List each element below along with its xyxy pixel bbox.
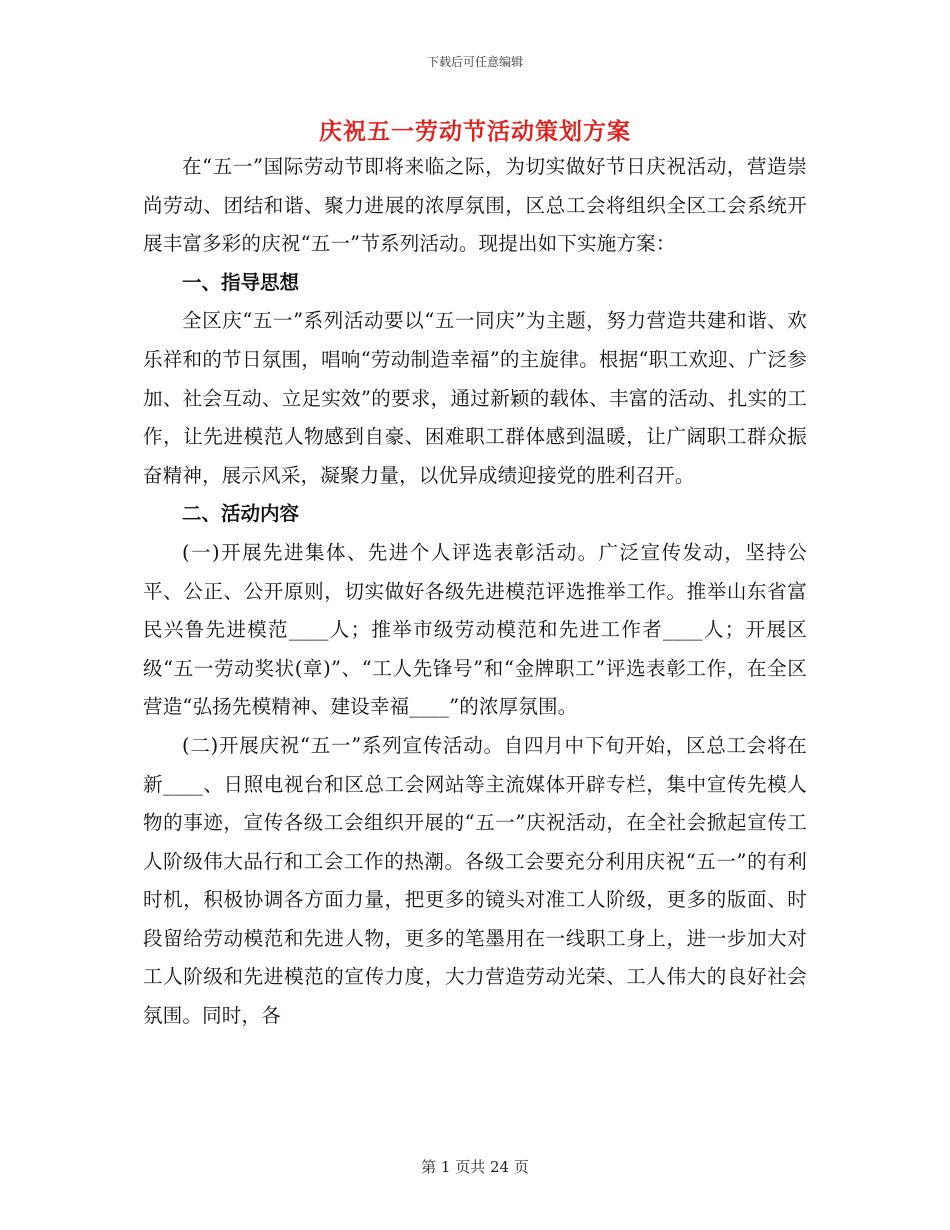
content-item-2: (二)开展庆祝“五一”系列宣传活动。自四月中下旬开始，区总工会将在新____、日照电视台和区总工会网站等主流媒体开辟专栏，集中宣传先模人物的事迹，宣传各级工会组织开展的“五一”庆祝活动，在全社会掀起宣传工人阶级伟大品行和工会工作的热潮。各级工会要充分利用庆祝“五一”的有利时机，积极协调各方面力量，把更多的镜头对准工人阶级，更多的版面、时段留给劳动模范和先进人物，更多的笔墨用在一线职工身上，进一步加大对工人阶级和先进模范的宣传力度，大力营造劳动光荣、工人伟大的良好社会氛围。同时，各 <box>143 733 807 1028</box>
guiding-paragraph: 全区庆“五一”系列活动要以“五一同庆”为主题，努力营造共建和谐、欢乐祥和的节日氛围，唱响“劳动制造幸福”的主旋律。根据“职工欢迎、广泛参加、社会互动、立足实效”的要求，通过新颖的载体、丰富的活动、扎实的工作，让先进模范人物感到自豪、困难职工群体感到温暖，让广阔职工群众振奋精神，展示风采，凝聚力量，以优异成绩迎接党的胜利召开。 <box>143 309 807 487</box>
section-heading-content: 二、活动内容 <box>182 502 300 526</box>
page-header: 下载后可任意编辑 <box>426 55 523 69</box>
content-item-1: (一)开展先进集体、先进个人评选表彰活动。广泛宣传发动，坚持公平、公正、公开原则，切实做好各级先进模范评选推举工作。推举山东省富民兴鲁先进模范____人；推举市级劳动模范和先进工作者____人；开展区级“五一劳动奖状(章)”、“工人先锋号”和“金牌职工”评选表彰工作，在全区营造“弘扬先模精神、建设幸福____”的浓厚氛围。 <box>143 540 807 719</box>
section-heading-guiding: 一、指导思想 <box>182 270 300 294</box>
document-body <box>143 148 807 1036</box>
document-title: 庆祝五一劳动节活动策划方案 <box>319 118 631 145</box>
page-footer: 第 1 页共 24 页 <box>421 1158 529 1176</box>
intro-paragraph: 在“五一”国际劳动节即将来临之际，为切实做好节日庆祝活动，营造崇尚劳动、团结和谐、聚力进展的浓厚氛围，区总工会将组织全区工会系统开展丰富多彩的庆祝“五一”节系列活动。现提出如下实施方案： <box>143 155 807 256</box>
